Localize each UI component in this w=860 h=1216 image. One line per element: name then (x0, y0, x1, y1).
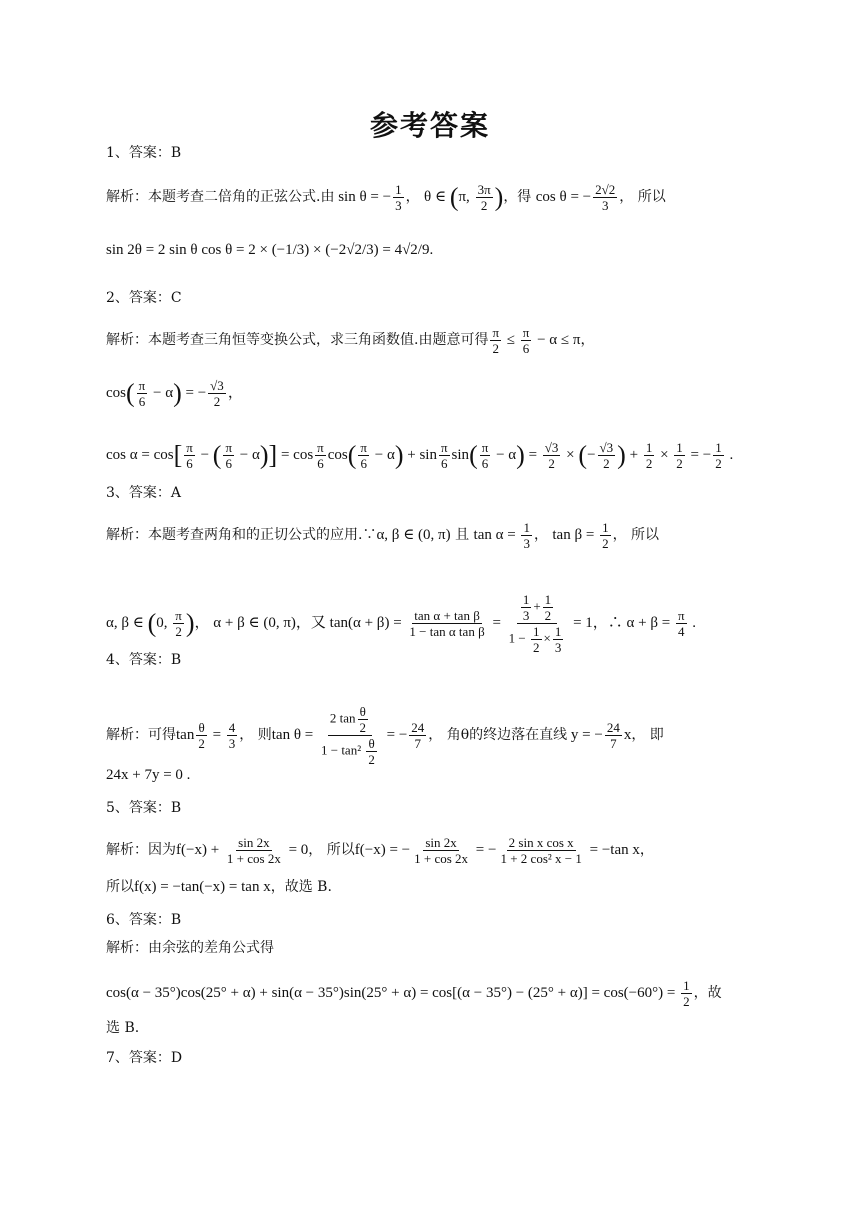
explanation-6-tail: 选 B. (106, 1020, 140, 1036)
formula-6: cos(α − 35°)cos(25° + α) + sin(α − 35°)sin(25° + α) = cos[(α − 35°) − (25° + α)] = cos(−60°) = $\frac{1}{2}$ ，故 (106, 978, 722, 1009)
conclusion-5: 所以f(x) = −tan(−x) = tan x，故选 B. (106, 879, 332, 895)
answer-7: 7、答案：D (106, 1050, 183, 1066)
explanation-1: 解析：本题考查二倍角的正弦公式.由 sin θ = − $\frac{1}{3}$ ， θ ∈ (π, $\frac{3\pi}{2}$ )，得 cos θ = − $\frac{2√2}{3}$ ， 所以 (106, 182, 666, 213)
answer-2: 2、答案：C (106, 290, 182, 306)
explanation-4: 解析：可得tan $\frac{\theta}{2}$ = $\frac{4}{3}$ ， 则tan θ = 2 tan $\frac{\theta}{2}$ 1 − tan² $\frac{\theta}{2}$ = − $\frac{24}{7}$ ， 角θ的终边落在直线 y = − $\frac{24}{7}$ x， 即 (106, 704, 664, 767)
answer-3: 3、答案：A (106, 485, 182, 501)
answer-6: 6、答案：B (106, 912, 182, 928)
formula-2a: cos( $\frac{\pi}{6}$ − α) = − $\frac{√3}{2}$ ， (106, 378, 243, 409)
answer-5: 5、答案：B (106, 800, 182, 816)
page-title: 参考答案 (369, 109, 490, 142)
explanation-3: 解析：本题考查两角和的正切公式的应用.∵α, β ∈ (0, π) 且 tan α = $\frac{1}{3}$ ， tan β = $\frac{1}{2}$ ， 所以 (106, 520, 660, 551)
formula-3: α, β ∈ (0, $\frac{\pi}{2}$ )， α + β ∈ (0, π)，又 tan(α + β) = $\frac{\text{tan α + tan β}}{\text{1 − tan α tan β}}$ = $\frac{1}{3}$ + $\frac{1}{2}$ 1 − $\frac{1}{2}$ × $\frac{1}{3}$ = 1，∴ α + β = $\frac{\pi}{4}$ . (106, 592, 697, 655)
answer-1: 1、答案：B (106, 145, 182, 161)
formula-1: sin 2θ = 2 sin θ cos θ = 2 × (−1/3) × (−2√2/3) = 4√2/9. (106, 242, 434, 258)
explanation-6: 解析：由余弦的差角公式得 (106, 940, 274, 956)
answer-4: 4、答案：B (106, 652, 182, 668)
explanation-5: 解析：因为f(−x) + $\frac{\sin 2x}{1 + \cos 2x}$ = 0， 所以f(−x) = − $\frac{\sin 2x}{1 + \cos 2x}$ = − $\frac{\text{2 sin x cos x}}{\text{1 + 2 cos² x − 1}}$ = −tan x， (106, 835, 654, 866)
formula-2b: cos α = cos[ $\frac{\pi}{6}$ − ( $\frac{\pi}{6}$ − α)] = cos $\frac{\pi}{6}$ cos( $\frac{\pi}{6}$ − α) + sin $\frac{\pi}{6}$ sin( $\frac{\pi}{6}$ − α) = $\frac{√3}{2}$ × (− $\frac{√3}{2}$ ) + $\frac{1}{2}$ × $\frac{1}{2}$ = − $\frac{1}{2}$ . (106, 440, 734, 471)
formula-4: 24x + 7y = 0 . (106, 767, 191, 783)
explanation-2: 解析：本题考查三角恒等变换公式，求三角函数值.由题意可得 $\frac{\pi}{2}$ ≤ $\frac{\pi}{6}$ − α ≤ π， (106, 325, 595, 356)
